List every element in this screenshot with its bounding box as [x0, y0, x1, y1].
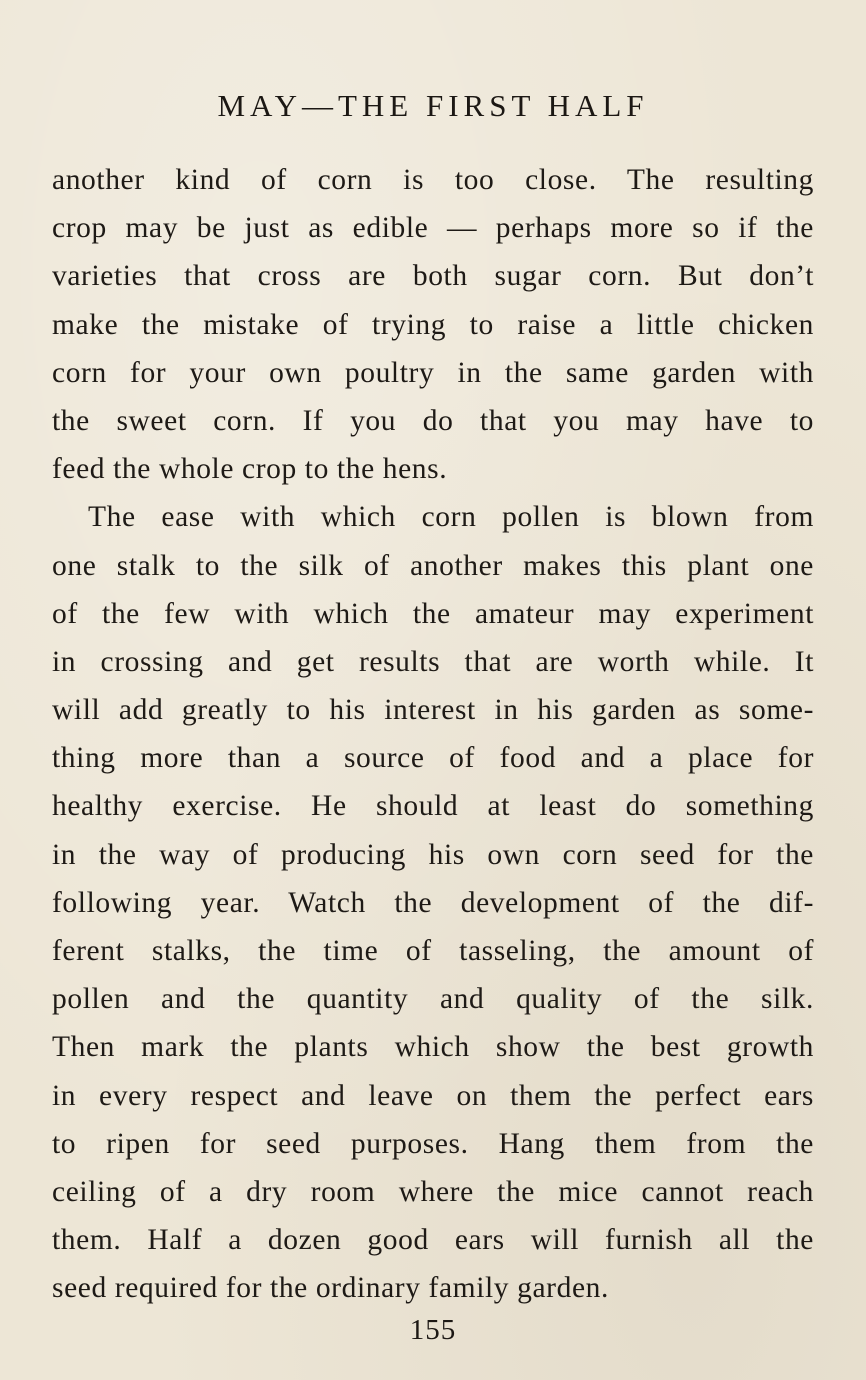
running-head: MAY—THE FIRST HALF: [217, 88, 649, 123]
text-line: following year. Watch the development of the dif-: [52, 886, 814, 919]
text-line: to ripen for seed purposes. Hang them from the: [52, 1127, 814, 1160]
page-number: 155: [409, 1314, 457, 1346]
text-line: feed the whole crop to the hens.: [52, 453, 448, 486]
text-line: seed required for the ordinary family garden.: [52, 1272, 609, 1305]
text-line: will add greatly to his interest in his garden as some-: [52, 694, 814, 727]
text-line: The ease with which corn pollen is blown from: [88, 501, 814, 534]
text-line: corn for your own poultry in the same garden with: [52, 356, 814, 389]
text-line: ferent stalks, the time of tasseling, the amount of: [52, 935, 814, 967]
text-line: in the way of producing his own corn seed for the: [52, 838, 814, 871]
text-line: ceiling of a dry room where the mice cannot reach: [52, 1175, 814, 1208]
text-line: them. Half a dozen good ears will furnish all the: [52, 1224, 814, 1257]
text-line: crop may be just as edible — perhaps more so if the: [52, 212, 814, 245]
text-line: make the mistake of trying to raise a little chicken: [52, 308, 814, 341]
text-line: pollen and the quantity and quality of the silk.: [52, 983, 814, 1016]
text-line: of the few with which the amateur may experiment: [52, 597, 814, 630]
text-line: healthy exercise. He should at least do something: [52, 790, 814, 823]
body-text: [52, 156, 814, 1313]
text-line: varieties that cross are both sugar corn. But don’t: [52, 260, 814, 293]
text-line: the sweet corn. If you do that you may have to: [52, 404, 814, 437]
text-line: thing more than a source of food and a place for: [52, 742, 814, 775]
text-line: one stalk to the silk of another makes this plant one: [52, 549, 814, 582]
text-line: in every respect and leave on them the perfect ears: [52, 1079, 814, 1112]
text-line: in crossing and get results that are worth while. It: [52, 645, 814, 678]
text-line: Then mark the plants which show the best growth: [52, 1031, 814, 1064]
text-line: another kind of corn is too close. The resulting: [52, 164, 814, 196]
